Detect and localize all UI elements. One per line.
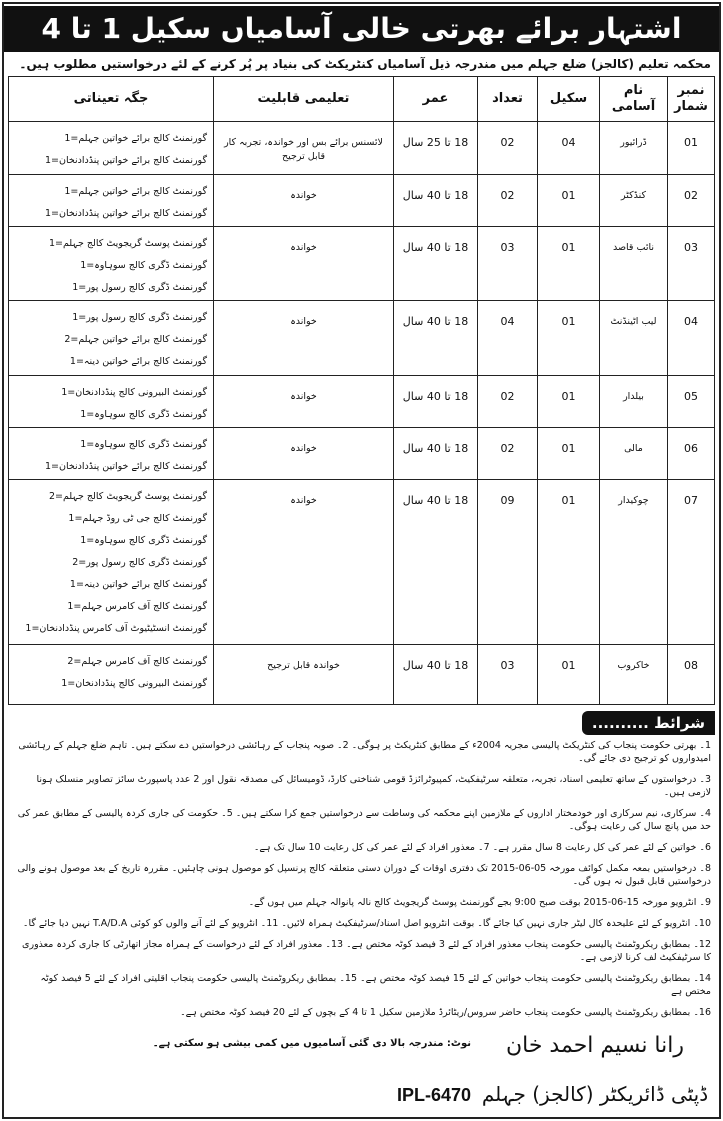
posting-place: گورنمنٹ انسٹیٹیوٹ آف کامرس پنڈدادنخان=1 [25,623,207,634]
posting-place: گورنمنٹ ڈگری کالج رسول پور=2 [72,557,207,568]
education-cell: خواندہ [214,227,394,301]
posting-place-cell [9,480,214,645]
education-cell: لائسنس برائے بس اور خواندہ، تجربہ کار قابل ترجیح [214,122,394,175]
header-scale: سکیل [538,77,600,122]
header-education: تعلیمی قابلیت [214,77,394,122]
header-count: تعداد [478,77,538,122]
table-row [9,428,715,480]
table-header-row [9,77,715,122]
post-cell: بیلدار [600,376,668,428]
scale-cell: 01 [538,175,600,227]
table-row [9,480,715,645]
table-row [9,376,715,428]
age-cell: 18 تا 40 سال [394,428,478,480]
posting-place: گورنمنٹ ڈگری کالج رسول پور=1 [72,282,207,293]
serial-cell: 07 [668,480,715,645]
header-age: عمر [394,77,478,122]
posting-place: گورنمنٹ کالج آف کامرس جہلم=2 [67,656,207,667]
post-cell: لیب اٹینڈنٹ [600,301,668,376]
age-cell: 18 تا 40 سال [394,645,478,705]
posting-place: گورنمنٹ ڈگری کالج سوہاوہ=1 [80,409,207,420]
post-cell: کنڈکٹر [600,175,668,227]
table-row [9,227,715,301]
posting-place: گورنمنٹ کالج برائے خواتین جہلم=1 [64,133,207,144]
count-cell: 04 [478,301,538,376]
posting-place: گورنمنٹ پوسٹ گریجویٹ کالج جہلم=1 [48,238,207,249]
signatory-name: رانا نسیم احمد خان [505,1033,684,1058]
posting-place: گورنمنٹ پوسٹ گریجویٹ کالج جہلم=2 [48,491,207,502]
education-cell: خواندہ [214,428,394,480]
scale-cell: 01 [538,645,600,705]
age-cell: 18 تا 25 سال [394,122,478,175]
scale-cell: 01 [538,227,600,301]
table-row [9,122,715,175]
header-posting-place: جگہ تعیناتی [9,77,214,122]
table-row [9,175,715,227]
conditions-heading: شرائط .......... [582,711,715,735]
post-cell: ڈرائیور [600,122,668,175]
ad-border [2,2,721,1119]
posting-place: گورنمنٹ کالج برائے خواتین پنڈدادنخان=1 [44,461,207,472]
post-cell: خاکروب [600,645,668,705]
education-cell: خواندہ [214,175,394,227]
note: نوٹ: مندرجہ بالا دی گئی آسامیوں میں کمی بیشی ہو سکتی ہے۔ [152,1038,471,1049]
condition-item: 8۔ درخواستیں بمعہ مکمل کوائف مورخہ 05-06-2015 تک دفتری اوقات کے دوران دستی متعلقہ کالج پرنسپل کو موصول ہونی چاہئیں۔ مقررہ تاریخ کے بعد موصول ہونے والی درخواستیں قابل قبول نہ ہوں گی۔ [17,863,711,887]
condition-item: 3۔ درخواستوں کے ساتھ تعلیمی اسناد، تجربہ، متعلقہ سرٹیفکیٹ، کمپیوٹرائزڈ قومی شناختی کارڈ، ڈومیسائل کی مصدقہ نقول اور 2 عدد پاسپورٹ سائز تصاویر منسلک ہونا لازمی ہیں۔ [36,774,711,798]
serial-cell: 05 [668,376,715,428]
condition-item: 6۔ خواتین کے لئے عمر کی کل رعایت 8 سال مقرر ہے۔ 7۔ معذور افراد کے لئے عمر کی کل رعایت 10 سال تک ہے۔ [253,842,711,853]
posting-place-cell [9,645,214,705]
conditions-list [12,739,711,1019]
serial-cell: 08 [668,645,715,705]
count-cell: 02 [478,175,538,227]
posting-place: گورنمنٹ کالج برائے خواتین دینہ=1 [69,579,207,590]
condition-item: 12۔ بمطابق ریکروٹمنٹ پالیسی حکومت پنجاب معذور افراد کے لئے 3 فیصد کوٹہ مختص ہے۔ 13۔ معذور افراد کے لئے درخواست کے ہمراہ مجاز اتھارٹی کا جاری کردہ معذوری کا سرٹیفکیٹ لف کرنا لازمی ہے۔ [22,939,711,963]
table-row [9,301,715,376]
ad-subheading: محکمہ تعلیم (کالجز) ضلع جہلم میں مندرجہ ذیل آسامیاں کنٹریکٹ کی بنیاد پر پُر کرنے کے لئے درخواستیں مطلوب ہیں۔ [19,57,711,71]
post-cell: نائب قاصد [600,227,668,301]
condition-item: 16۔ بمطابق ریکروٹمنٹ پالیسی حکومت پنجاب حاضر سروس/ریٹائرڈ ملازمین سکیل 1 تا 4 کے بچوں کے لئے 20 فیصد کوٹہ مختص ہے۔ [180,1007,711,1018]
serial-cell: 06 [668,428,715,480]
posting-place: گورنمنٹ البیرونی کالج پنڈدادنخان=1 [61,387,207,398]
condition-item: 1۔ بھرتی حکومت پنجاب کی کنٹریکٹ پالیسی مجریہ 2004ء کے مطابق کنٹریکٹ پر ہوگی۔ 2۔ صوبہ پنجاب کے رہائشی درخواستیں دے سکتے ہیں۔ تاہم ضلع جہلم کے رہائشی امیدواروں کو ترجیح دی جائے گی۔ [18,740,711,764]
condition-item: 9۔ انٹرویو مورخہ 15-06-2015 بوقت صبح 9:00 بجے گورنمنٹ پوسٹ گریجویٹ کالج نالہ پانوالہ جہلم میں ہوں گے۔ [248,897,711,908]
posting-place: گورنمنٹ کالج برائے خواتین جہلم=2 [64,334,207,345]
posting-place: گورنمنٹ ڈگری کالج سوہاوہ=1 [80,439,207,450]
scale-cell: 01 [538,376,600,428]
condition-item: 14۔ بمطابق ریکروٹمنٹ پالیسی حکومت پنجاب خواتین کے لئے 15 فیصد کوٹہ مختص ہے۔ 15۔ بمطابق ریکروٹمنٹ پالیسی حکومت پنجاب اقلیتی افراد کے لئے 5 فیصد کوٹہ مختص ہے [40,973,711,997]
education-cell: خواندہ قابل ترجیح [214,645,394,705]
serial-cell: 03 [668,227,715,301]
serial-cell: 04 [668,301,715,376]
count-cell: 03 [478,645,538,705]
scale-cell: 01 [538,428,600,480]
education-cell: خواندہ [214,376,394,428]
count-cell: 03 [478,227,538,301]
posting-place: گورنمنٹ ڈگری کالج سوہاوہ=1 [80,260,207,271]
posting-place: گورنمنٹ ڈگری کالج رسول پور=1 [72,312,207,323]
age-cell: 18 تا 40 سال [394,480,478,645]
posting-place: گورنمنٹ کالج برائے خواتین پنڈدادنخان=1 [44,208,207,219]
signatory-title: ڈپٹی ڈائریکٹر (کالجز) جہلم [481,1082,709,1106]
age-cell: 18 تا 40 سال [394,376,478,428]
posting-place-cell [9,122,214,175]
posting-place: گورنمنٹ کالج آف کامرس جہلم=1 [67,601,207,612]
ad-title: اشتہار برائے بھرتی خالی آسامیاں سکیل 1 تا 4 [4,6,719,52]
scale-cell: 01 [538,301,600,376]
count-cell: 02 [478,376,538,428]
posting-place-cell [9,428,214,480]
ad-code: IPL-6470 [396,1085,471,1105]
posting-place: گورنمنٹ کالج جی ٹی روڈ جہلم=1 [68,513,207,524]
education-cell: خواندہ [214,480,394,645]
posting-place-cell [9,227,214,301]
posting-place-cell [9,301,214,376]
header-serial: نمبر شمار [668,77,715,122]
condition-item: 4۔ سرکاری، نیم سرکاری اور خودمختار اداروں کے ملازمین اپنے محکمہ کی وساطت سے درخواستیں جمع کرا سکتے ہیں۔ 5۔ حکومت کی جاری کردہ پالیسی کے مطابق عمر کی حد میں پانچ سال کی رعایت ہوگی۔ [17,808,711,832]
posting-place-cell [9,175,214,227]
post-cell: چوکیدار [600,480,668,645]
posting-place: گورنمنٹ کالج برائے خواتین جہلم=1 [64,186,207,197]
condition-item: 10۔ انٹرویو کے لئے علیحدہ کال لیٹر جاری نہیں کیا جائے گا۔ بوقت انٹرویو اصل اسناد/سرٹیفکیٹ ہمراہ لائیں۔ 11۔ انٹرویو کے لئے آنے والوں کو کوئی T.A/D.A نہیں دیا جائے گا۔ [22,918,711,929]
serial-cell: 02 [668,175,715,227]
posting-place: گورنمنٹ کالج برائے خواتین پنڈدادنخان=1 [44,155,207,166]
posting-place: گورنمنٹ البیرونی کالج پنڈدادنخان=1 [61,678,207,689]
table-row [9,645,715,705]
age-cell: 18 تا 40 سال [394,301,478,376]
posting-place: گورنمنٹ ڈگری کالج سوہاوہ=1 [80,535,207,546]
header-post: نام آسامی [600,77,668,122]
count-cell: 02 [478,122,538,175]
post-cell: مالی [600,428,668,480]
posting-place: گورنمنٹ کالج برائے خواتین دینہ=1 [69,356,207,367]
scale-cell: 04 [538,122,600,175]
count-cell: 09 [478,480,538,645]
scale-cell: 01 [538,480,600,645]
posting-place-cell [9,376,214,428]
age-cell: 18 تا 40 سال [394,175,478,227]
count-cell: 02 [478,428,538,480]
education-cell: خواندہ [214,301,394,376]
age-cell: 18 تا 40 سال [394,227,478,301]
serial-cell: 01 [668,122,715,175]
vacancy-table [8,76,715,705]
